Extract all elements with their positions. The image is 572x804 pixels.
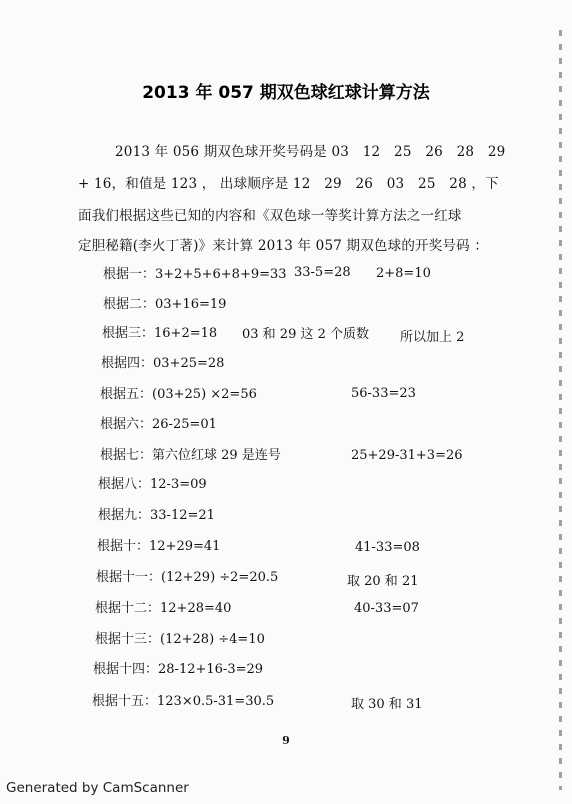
calc-row xyxy=(101,352,224,371)
calc-row xyxy=(98,473,207,492)
row-extra: 取 20 和 21 xyxy=(347,574,419,589)
calc-row xyxy=(100,383,257,402)
row-extra: 25+29-31+3=26 xyxy=(351,448,463,463)
page-number: 9 xyxy=(282,734,290,747)
row-extra: 2+8=10 xyxy=(376,266,431,281)
intro-line-3: 面我们根据这些已知的内容和《双色球一等奖计算方法之一红球 xyxy=(78,208,462,224)
row-extra: 40-33=07 xyxy=(354,601,419,616)
calc-row xyxy=(95,628,265,647)
calc-row xyxy=(100,444,281,463)
row-formula: 123×0.5-31=30.5 xyxy=(157,694,275,709)
row-label: 根据九： xyxy=(98,508,151,523)
intro-line-2: + 16，和值是 123 ， 出球顺序是 12 29 26 03 25 28 ，下 xyxy=(78,176,499,192)
calc-row xyxy=(100,413,217,432)
calc-row xyxy=(98,504,215,523)
row-extra: 取 30 和 31 xyxy=(351,697,423,712)
calc-row xyxy=(103,263,287,282)
row-formula: 03+16=19 xyxy=(155,297,227,312)
row-extra: 41-33=08 xyxy=(355,540,420,555)
row-extra: 33-5=28 xyxy=(294,265,351,280)
row-label: 根据十三： xyxy=(95,632,161,647)
row-formula: 第六位红球 29 是连号 xyxy=(152,448,281,463)
row-formula: 33-12=21 xyxy=(150,508,215,523)
calc-row xyxy=(97,535,220,554)
row-label: 根据八： xyxy=(98,477,151,492)
calc-row xyxy=(93,658,263,677)
scan-edge-shadow xyxy=(559,30,562,790)
row-formula: (12+28) ÷4=10 xyxy=(160,632,265,647)
calc-row xyxy=(96,566,278,585)
row-label: 根据一： xyxy=(103,267,156,282)
calc-row xyxy=(103,293,226,312)
intro-line-4: 定胆秘籍(李火丁著)》来计算 2013 年 057 期双色球的开奖号码 ： xyxy=(78,238,489,254)
row-formula: 26-25=01 xyxy=(152,417,217,432)
row-extra: 56-33=23 xyxy=(351,386,416,401)
intro-line-1: 2013 年 056 期双色球开奖号码是 03 12 25 26 28 29 xyxy=(115,144,506,160)
row-label: 根据十四： xyxy=(93,662,159,677)
row-label: 根据四： xyxy=(101,356,154,371)
row-formula: 12-3=09 xyxy=(150,477,207,492)
row-label: 根据二： xyxy=(103,297,156,312)
row-formula: 12+28=40 xyxy=(160,601,232,616)
calc-row xyxy=(95,597,231,616)
row-label: 根据七： xyxy=(100,448,153,463)
scanner-watermark: Generated by CamScanner xyxy=(6,780,189,796)
calc-row xyxy=(92,690,274,709)
row-formula: 12+29=41 xyxy=(149,539,221,554)
row-label: 根据六： xyxy=(100,417,153,432)
row-label: 根据十五： xyxy=(92,694,158,709)
calc-row xyxy=(102,322,217,341)
row-label: 根据十二： xyxy=(95,601,161,616)
row-label: 根据三： xyxy=(102,326,155,341)
row-formula: 3+2+5+6+8+9=33 xyxy=(155,267,287,282)
row-extra: 所以加上 2 xyxy=(400,330,465,345)
row-label: 根据五： xyxy=(100,387,153,402)
document-title: 2013 年 057 期双色球红球计算方法 xyxy=(142,83,430,103)
row-formula: 28-12+16-3=29 xyxy=(158,662,264,677)
row-formula: 16+2=18 xyxy=(154,326,218,341)
row-label: 根据十一： xyxy=(96,570,162,585)
row-formula: (03+25) ×2=56 xyxy=(152,387,257,402)
row-extra: 03 和 29 这 2 个质数 xyxy=(242,327,370,342)
row-formula: 03+25=28 xyxy=(153,356,225,371)
row-formula: (12+29) ÷2=20.5 xyxy=(161,570,279,585)
row-label: 根据十： xyxy=(97,539,150,554)
